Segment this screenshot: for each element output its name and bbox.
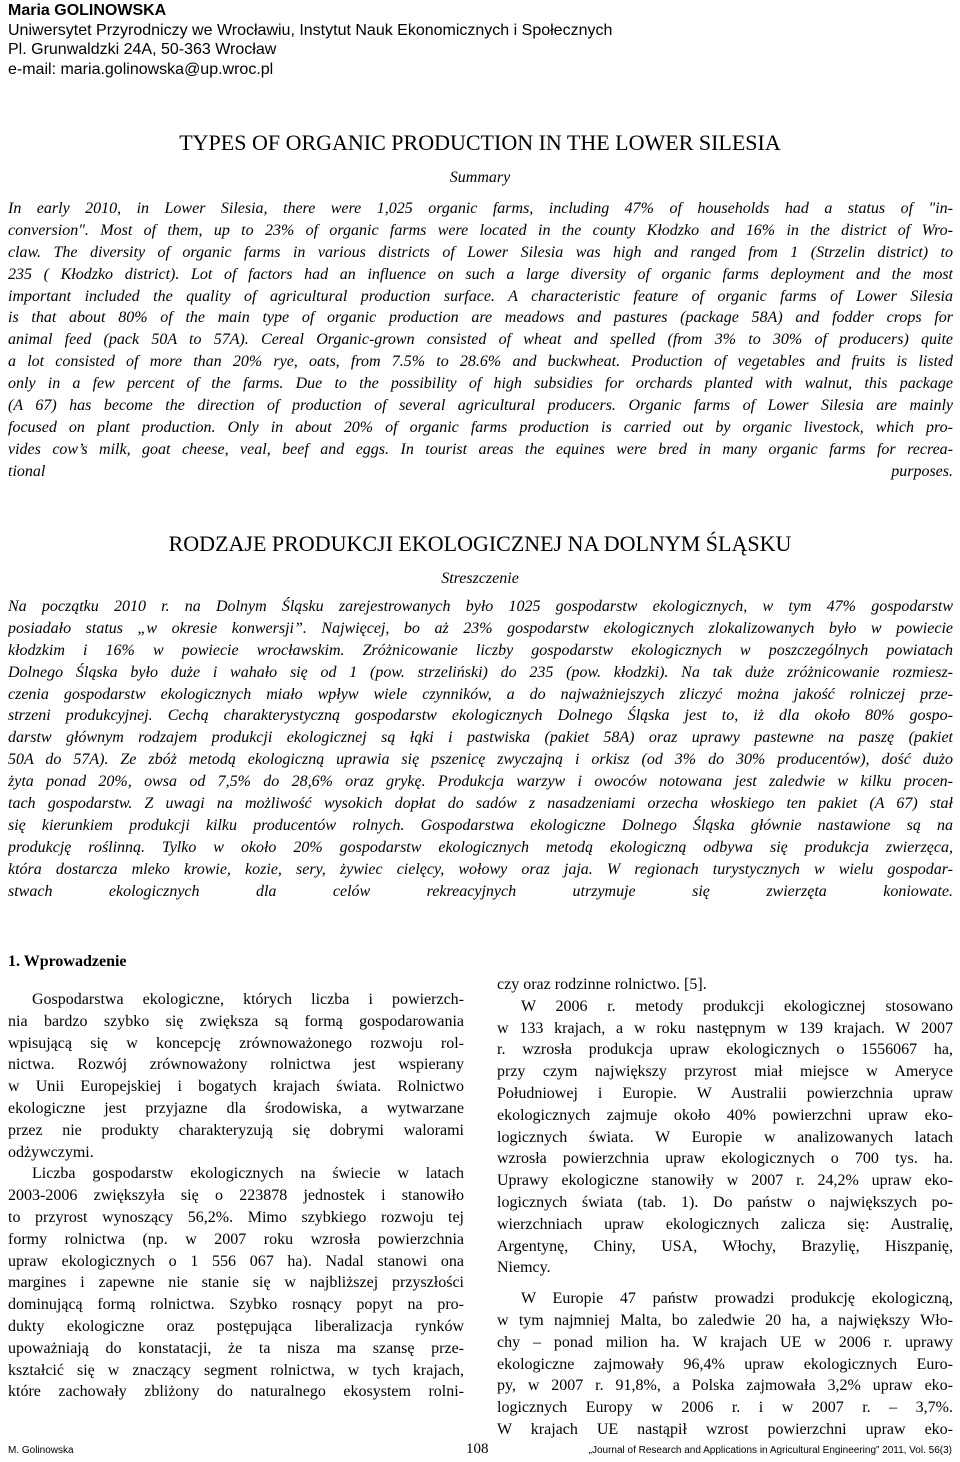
polish-title: RODZAJE PRODUKCJI EKOLOGICZNEJ NA DOLNYM ŚLĄSKU bbox=[168, 531, 792, 556]
footer-author: M. Golinowska bbox=[8, 1445, 74, 1456]
body-line: ekologiczne zajmowały 96,4% upraw ekologicznych Euro- bbox=[497, 1355, 953, 1373]
body-line: to przyrost wynoszący 56,2%. Mimo szybkiego rozwoju tej bbox=[8, 1208, 464, 1226]
abstract-line: czenia gospodarstw ekologicznych miało wpływ wiele czynników, a do najważniejszych zliczyć można jakość rolniczej prze- bbox=[8, 685, 953, 703]
body-line: logicznych Europy w 2006 r. i w 2007 r. – 3,7%. bbox=[497, 1399, 953, 1417]
abstract-line: strzeni produkcyjnej. Cechą charakterystyczną gospodarstw ekologicznych Dolnego Śląska jest to, iż dla około 80% gospo- bbox=[8, 707, 953, 725]
author-block bbox=[8, 1, 908, 79]
body-line: Gospodarstwa ekologiczne, których liczba i powierzch- bbox=[32, 991, 464, 1008]
abstract-line: important included the quality of agricultural production surface. A characteristic feature of organic farms of Lower Silesia bbox=[8, 287, 953, 305]
abstract-line: Na początku 2010 r. na Dolnym Śląsku zarejestrowanych było 1025 gospodarstw ekologicznych, w tym 47% gospodarstw bbox=[8, 598, 953, 615]
abstract-line: only in a few percent of the farms. Due to the possibility of high subsidies for orchards planted with walnut, this package bbox=[8, 375, 953, 393]
body-line: formy rolnictwa (np. w 2007 roku wzrosła powierzchnia bbox=[8, 1230, 464, 1248]
abstract-line: focused on plant production. Only in about 20% of organic farms production is carried out by organic livestock, which pro- bbox=[8, 418, 953, 436]
abstract-line: tional purposes. bbox=[8, 462, 953, 480]
intro-left-column bbox=[8, 952, 464, 1403]
body-line: upoważniają do konstatacji, że ta nisza ma szansę prze- bbox=[8, 1339, 464, 1357]
body-line: w tym najmniej Malta, bo zaledwie 20 ha, a największy Wło- bbox=[497, 1311, 953, 1329]
body-line: Niemcy. bbox=[497, 1259, 551, 1277]
abstract-line: Dolnego Śląska było duże i wahało się od 1 (pow. strzeliński) do 235 (pow. kłodzki). Na tak duże zróżnicowanie rozmiesz- bbox=[8, 663, 953, 681]
body-line: które zachowały zbliżony do naturalnego ekosystem rolni- bbox=[8, 1383, 464, 1401]
abstract-line: (A 67) has become the direction of production of several agricultural producers. Organic farms of Lower Silesia are mainly bbox=[8, 397, 953, 415]
english-title: TYPES OF ORGANIC PRODUCTION IN THE LOWER SILESIA bbox=[179, 130, 781, 155]
body-line: przy czym największy przyrost miał miejsce w Ameryce bbox=[497, 1063, 953, 1081]
body-line: W krajach UE nastąpił wzrost powierzchni upraw eko- bbox=[497, 1420, 953, 1438]
body-line: logicznych świata. W Europie w analizowanych latach bbox=[497, 1128, 953, 1146]
body-line: kształcić się w znaczący segment rolnictwa, w tych krajach, bbox=[8, 1361, 464, 1379]
body-line: Uprawy ekologiczne stanowiły w 2007 r. 24,2% upraw eko- bbox=[497, 1172, 953, 1190]
body-line: 2003-2006 zwiększyła się o 223878 jednostek i stanowiło bbox=[8, 1187, 464, 1205]
body-line: przez nie produkty charakteryzują się dobrymi walorami bbox=[8, 1121, 464, 1139]
body-line: nictwa. Rozwój zrównoważony rolnictwa jest wspierany bbox=[8, 1056, 464, 1074]
body-line: czy oraz rodzinne rolnictwo. [5]. bbox=[497, 976, 707, 993]
body-line: Argentynę, Chiny, USA, Włochy, Brazylię, Hiszpanię, bbox=[497, 1237, 953, 1255]
body-line: w 133 krajach, a w roku następnym w 139 krajach. W 2007 bbox=[497, 1019, 953, 1037]
author-email: e-mail: maria.golinowska@up.wroc.pl bbox=[8, 60, 274, 78]
abstract-line: kłodzkim i 16% w powiecie wrocławskim. Zróżnicowanie liczby gospodarstw ekologicznych w poszczególnych powiatach bbox=[8, 641, 953, 659]
abstract-line: is that about 80% of the main type of organic production are meadows and pastures (package 58A) and fodder crops for bbox=[8, 309, 953, 327]
abstract-line: posiadało status „w okresie konwersji”. Najwięcej, bo aż 23% gospodarstw ekologicznych zlokalizowanych było w powiecie bbox=[8, 619, 953, 637]
body-line: Liczba gospodarstw ekologicznych na świecie w latach bbox=[32, 1165, 464, 1183]
body-line: dukty ekologiczne oraz postępująca liberalizacja rynków bbox=[8, 1317, 464, 1335]
abstract-line: darstw głównym rodzajem produkcji ekologicznej są łąki i pastwiska (pakiet 58A) oraz uprawy pastewne na paszę (pakiet bbox=[8, 729, 953, 747]
body-line: W 2006 r. metody produkcji ekologicznej stosowano bbox=[521, 997, 953, 1015]
author-name: Maria GOLINOWSKA bbox=[8, 2, 167, 19]
abstract-line: 50A do 57A). Ze zbóż metodą ekologiczną uprawia się pszenicę zwyczajną i orkisz (od 3% do 30% producentów), dość dużo bbox=[8, 751, 953, 769]
body-line: odżywczymi. bbox=[8, 1143, 94, 1161]
abstract-line: animal feed (pack 50A to 57A). Cereal Organic-grown consisted of wheat and spelled (from 3% to 30% of producers) quite bbox=[8, 331, 953, 349]
abstract-line: która dostarcza mleko krowie, kozie, sery, żywiec cielęcy, wołowy oraz jaja. W regionach turystycznych w wielu gospodar- bbox=[8, 860, 953, 878]
body-line: w Unii Europejskiej i bogatych krajach świata. Rolnictwo bbox=[8, 1078, 464, 1096]
author-address: Pl. Grunwaldzki 24A, 50-363 Wrocław bbox=[8, 41, 277, 59]
intro-heading: 1. Wprowadzenie bbox=[8, 953, 127, 970]
author-affiliation: Uniwersytet Przyrodniczy we Wrocławiu, Instytut Nauk Ekonomicznych i Społecznych bbox=[8, 21, 613, 39]
intro-right-column bbox=[497, 974, 953, 1441]
english-abstract bbox=[8, 198, 953, 483]
abstract-line: claw. The diversity of organic farms in various districts of Lower Silesia was high and ranged from 1 (Strzelin district) to bbox=[8, 243, 953, 261]
page-number: 108 bbox=[466, 1441, 489, 1457]
body-line: ekologiczne jest przyjazne dla środowiska, a wytwarzane bbox=[8, 1099, 464, 1117]
abstract-line: żyta ponad 20%, owsa od 7,5% do 28,6% oraz grykę. Produkcja warzyw i owoców notowana jest zaledwie w kilku procen- bbox=[8, 773, 953, 791]
body-line: r. wzrosła produkcja upraw ekologicznych o 1556067 ha, bbox=[497, 1041, 953, 1059]
body-line: margines i zapewne nie stanie się w najbliższej przyszłości bbox=[8, 1274, 464, 1292]
body-line: wierzchniach upraw ekologicznych zalicza się: Australię, bbox=[497, 1215, 953, 1233]
body-line: upraw ekologicznych o 1 556 067 ha). Nadal stanowi ona bbox=[8, 1252, 464, 1270]
footer-journal: „Journal of Research and Applications in Agricultural Engineering” 2011, Vol. 56(3) bbox=[588, 1445, 952, 1456]
english-subtitle: Summary bbox=[449, 169, 511, 186]
abstract-line: się kierunkiem produkcji kilku producentów rolnych. Gospodarstwa ekologiczne Dolnego Śląska głównie nastawione są na bbox=[8, 816, 953, 834]
abstract-line: produkcję roślinną. Tylko w około 20% gospodarstw ekologicznych metodą ekologiczną odbywa się produkcja zwierzęca, bbox=[8, 838, 953, 856]
abstract-line: 235 ( Kłodzko district). Lot of factors had an influence on such a large diversity of organic farms deployment and the most bbox=[8, 265, 953, 283]
body-line: wzrosła powierzchnia upraw ekologicznych o 700 tys. ha. bbox=[497, 1150, 953, 1168]
body-line: Południowej i Europie. W Australii powierzchnia upraw bbox=[497, 1084, 953, 1102]
abstract-line: a lot consisted of more than 20% rye, oats, from 7.5% to 28.6% and buckwheat. Production of vegetables and fruits is listed bbox=[8, 353, 953, 371]
body-line: wpisującą się w koncepcję zrównoważonego rozwoju rol- bbox=[8, 1034, 464, 1052]
body-line: logicznych świata (tab. 1). Do państw o największych po- bbox=[497, 1193, 953, 1211]
body-line: chy – ponad milion ha. W krajach UE w 2006 r. uprawy bbox=[497, 1333, 953, 1351]
abstract-line: tach gospodarstw. Z uwagi na możliwość wysokich dopłat do sadów z nasadzeniami orzecha włoskiego ten pakiet (A 67) stał bbox=[8, 795, 953, 813]
body-line: nia bardzo szybko się zwiększa są formą gospodarowania bbox=[8, 1012, 464, 1030]
body-line: W Europie 47 państw prowadzi produkcję ekologiczną, bbox=[521, 1290, 953, 1308]
abstract-line: vides cow’s milk, goat cheese, veal, beef and eggs. In tourist areas the equines were bred in many organic farms for recrea- bbox=[8, 440, 953, 458]
abstract-line: In early 2010, in Lower Silesia, there were 1,025 organic farms, including 47% of households had a status of "in- bbox=[8, 200, 953, 217]
body-line: py, w 2007 r. 91,8%, a Polska zajmowała 3,2% upraw eko- bbox=[497, 1377, 953, 1395]
body-line: ekologicznych zajmuje około 40% powierzchni upraw eko- bbox=[497, 1106, 953, 1124]
polish-subtitle: Streszczenie bbox=[441, 570, 519, 587]
polish-abstract bbox=[8, 596, 953, 902]
abstract-line: conversion". Most of them, up to 23% of organic farms were located in the county Kłodzko and 16% in the district of Wro- bbox=[8, 221, 953, 239]
body-line: dominującą formą rolnictwa. Szybko rosnący popyt na pro- bbox=[8, 1296, 464, 1314]
abstract-line: stwach ekologicznych dla celów rekreacyjnych utrzymuje się zwierzęta koniowate. bbox=[8, 882, 953, 900]
